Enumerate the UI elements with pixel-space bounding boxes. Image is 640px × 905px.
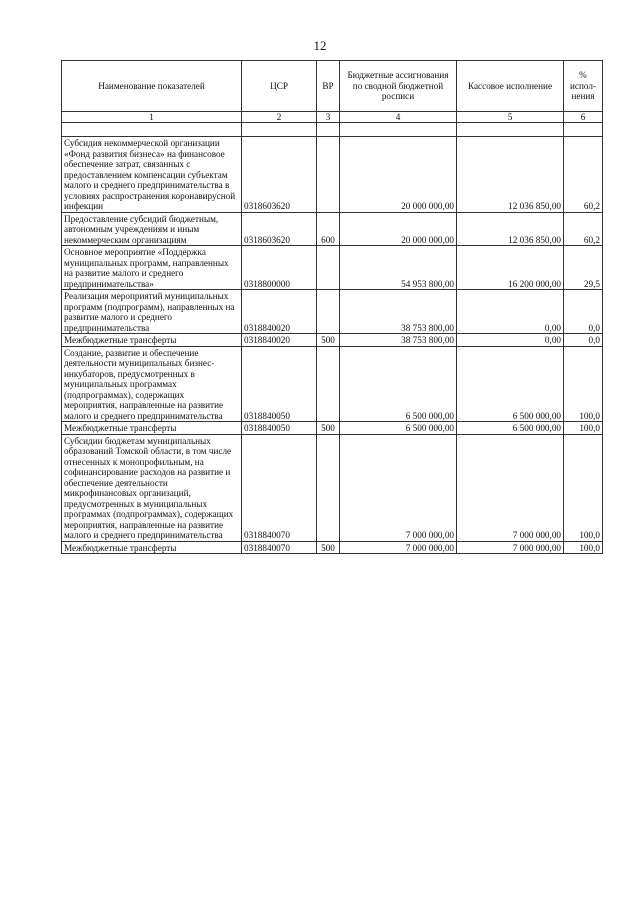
row-budget: 7 000 000,00	[340, 541, 457, 554]
row-budget: 6 500 000,00	[340, 422, 457, 435]
row-name: Субсидия некоммерческой организации «Фонд развития бизнеса» на финансовое обеспечение затрат, связанных с предоставлением компенсации субъектам малого и среднего предпринимательства в условиях распространения коронавирусной инфекции	[62, 137, 242, 213]
row-vr: 600	[317, 212, 340, 246]
row-name: Межбюджетные трансферты	[62, 334, 242, 347]
table-row	[62, 212, 603, 246]
row-percent: 60,2	[564, 212, 603, 246]
header-csr: ЦСР	[242, 61, 317, 112]
row-percent: 29,5	[564, 246, 603, 290]
row-percent: 100,0	[564, 434, 603, 541]
header-cash: Кассовое исполнение	[457, 61, 564, 112]
row-percent: 0,0	[564, 334, 603, 347]
row-name: Основное мероприятие «Поддержка муниципальных программ, направленных на развитие малого и среднего предпринимательства»	[62, 246, 242, 290]
table-row	[62, 422, 603, 435]
row-csr: 0318800000	[242, 246, 317, 290]
row-vr: 500	[317, 334, 340, 347]
header-row	[62, 61, 603, 112]
row-name: Предоставление субсидий бюджетным, автономным учреждениям и иным некоммерческим организациям	[62, 212, 242, 246]
header-name: Наименование показателей	[62, 61, 242, 112]
table-row	[62, 246, 603, 290]
row-name: Межбюджетные трансферты	[62, 422, 242, 435]
table-row	[62, 334, 603, 347]
row-percent: 100,0	[564, 422, 603, 435]
row-csr: 0318840070	[242, 434, 317, 541]
table-row	[62, 290, 603, 334]
row-cash: 0,00	[457, 290, 564, 334]
page-number: 12	[313, 38, 327, 53]
budget-execution-table	[61, 60, 603, 554]
row-budget: 7 000 000,00	[340, 434, 457, 541]
row-budget: 54 953 800,00	[340, 246, 457, 290]
row-csr: 0318603620	[242, 212, 317, 246]
header-budget: Бюджетные ассигнования по сводной бюджетной росписи	[340, 61, 457, 112]
row-cash: 12 036 850,00	[457, 137, 564, 213]
row-cash: 16 200 000,00	[457, 246, 564, 290]
row-vr	[317, 137, 340, 213]
column-number-row	[62, 112, 603, 123]
row-name: Субсидии бюджетам муниципальных образований Томской области, в том числе отнесенных к монопрофильным, на софинансирование расходов на развитие и обеспечение деятельности микрофинансовых организаций, предусмотренных в муниципальных программах (подпрограммах), содержащих мероприятия, направленные на развитие малого и среднего предпринимательства	[62, 434, 242, 541]
row-budget: 38 753 800,00	[340, 334, 457, 347]
row-vr	[317, 246, 340, 290]
row-cash: 7 000 000,00	[457, 541, 564, 554]
row-csr: 0318840050	[242, 422, 317, 435]
row-percent: 0,0	[564, 290, 603, 334]
row-csr: 0318840070	[242, 541, 317, 554]
column-number: 3	[317, 112, 340, 123]
table-row	[62, 541, 603, 554]
column-number: 2	[242, 112, 317, 123]
row-csr: 0318603620	[242, 137, 317, 213]
column-number: 4	[340, 112, 457, 123]
column-number: 1	[62, 112, 242, 123]
row-csr: 0318840020	[242, 334, 317, 347]
header-percent: % испол-нения	[564, 61, 603, 112]
column-number: 6	[564, 112, 603, 123]
row-vr	[317, 434, 340, 541]
row-percent: 100,0	[564, 346, 603, 422]
row-percent: 100,0	[564, 541, 603, 554]
row-name: Создание, развитие и обеспечение деятельности муниципальных бизнес-инкубаторов, предусмотренных в муниципальных программах (подпрограммах), содержащих мероприятия, направленные на развитие малого и среднего предпринимательства	[62, 346, 242, 422]
row-cash: 0,00	[457, 334, 564, 347]
row-budget: 38 753 800,00	[340, 290, 457, 334]
column-number: 5	[457, 112, 564, 123]
row-percent: 60,2	[564, 137, 603, 213]
header-vr: ВР	[317, 61, 340, 112]
row-cash: 7 000 000,00	[457, 434, 564, 541]
row-cash: 6 500 000,00	[457, 346, 564, 422]
row-budget: 6 500 000,00	[340, 346, 457, 422]
spacer-row	[62, 123, 603, 137]
row-vr: 500	[317, 541, 340, 554]
row-budget: 20 000 000,00	[340, 212, 457, 246]
row-cash: 6 500 000,00	[457, 422, 564, 435]
row-csr: 0318840020	[242, 290, 317, 334]
table-row	[62, 346, 603, 422]
row-vr	[317, 346, 340, 422]
row-name: Реализация мероприятий муниципальных программ (подпрограмм), направленных на развитие малого и среднего предпринимательства	[62, 290, 242, 334]
row-vr	[317, 290, 340, 334]
row-name: Межбюджетные трансферты	[62, 541, 242, 554]
row-csr: 0318840050	[242, 346, 317, 422]
table-row	[62, 434, 603, 541]
row-cash: 12 036 850,00	[457, 212, 564, 246]
table-row	[62, 137, 603, 213]
row-budget: 20 000 000,00	[340, 137, 457, 213]
row-vr: 500	[317, 422, 340, 435]
